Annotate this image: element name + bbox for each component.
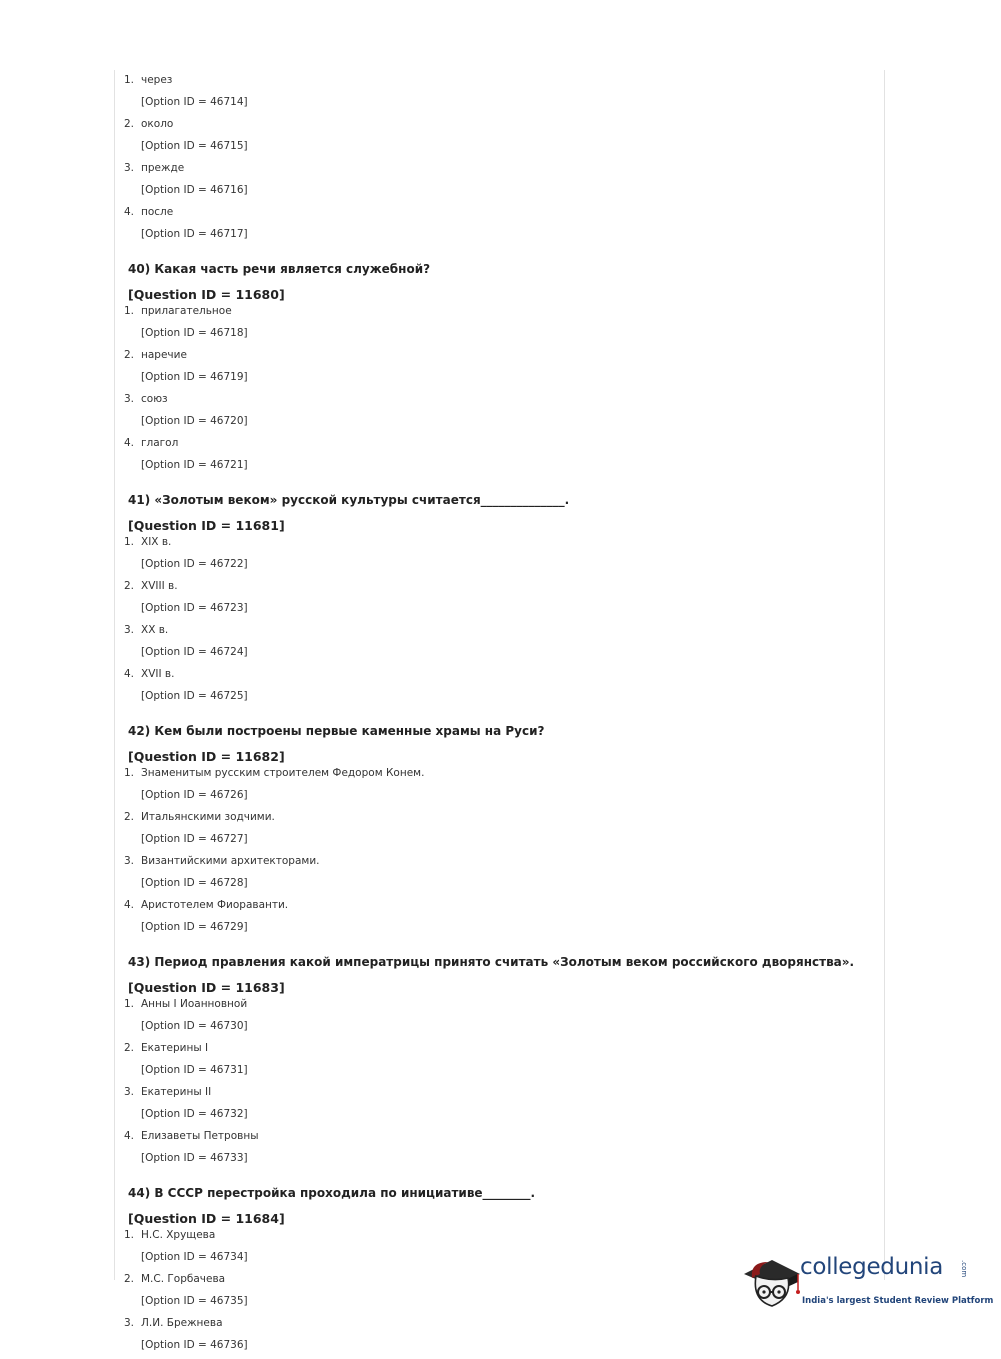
option-text: Итальянскими зодчими. [141, 811, 275, 823]
option-text: Л.И. Брежнева [141, 1317, 223, 1329]
option-text: союз [141, 393, 168, 405]
option-item [124, 1315, 874, 1331]
option-text: после [141, 206, 174, 218]
question-id: [Question ID = 11681] [128, 518, 285, 533]
option-number: 4. [124, 668, 135, 680]
option-item [124, 765, 874, 781]
option-text: XVII в. [141, 668, 175, 680]
question-id: [Question ID = 11682] [128, 749, 285, 764]
mascot-icon [742, 1252, 800, 1312]
option-id: [Option ID = 46717] [141, 228, 248, 240]
option-number: 2. [124, 811, 135, 823]
option-id: [Option ID = 46725] [141, 690, 248, 702]
option-id: [Option ID = 46731] [141, 1064, 248, 1076]
question-title: 41) «Золотым веком» русской культуры считается______________. [128, 493, 570, 507]
option-item [124, 853, 874, 869]
option-number: 2. [124, 118, 135, 130]
option-text: Аристотелем Фиораванти. [141, 899, 289, 911]
option-text: Елизаветы Петровны [141, 1130, 259, 1142]
question-id: [Question ID = 11680] [128, 287, 285, 302]
option-id: [Option ID = 46715] [141, 140, 248, 152]
option-number: 4. [124, 206, 135, 218]
option-number: 2. [124, 1042, 135, 1054]
option-id: [Option ID = 46723] [141, 602, 248, 614]
option-item [124, 391, 874, 407]
option-id: [Option ID = 46716] [141, 184, 248, 196]
option-number: 1. [124, 1229, 135, 1241]
option-number: 1. [124, 536, 135, 548]
option-number: 2. [124, 1273, 135, 1285]
option-text: XX в. [141, 624, 169, 636]
option-number: 3. [124, 1086, 135, 1098]
option-number: 1. [124, 767, 135, 779]
option-number: 4. [124, 1130, 135, 1142]
option-text: XVIII в. [141, 580, 178, 592]
option-item [124, 1227, 874, 1243]
option-item [124, 116, 874, 132]
option-item [124, 622, 874, 638]
option-item [124, 435, 874, 451]
option-item [124, 996, 874, 1012]
option-id: [Option ID = 46733] [141, 1152, 248, 1164]
option-id: [Option ID = 46720] [141, 415, 248, 427]
option-number: 3. [124, 624, 135, 636]
question-id: [Question ID = 11684] [128, 1211, 285, 1226]
option-item [124, 534, 874, 550]
option-item [124, 72, 874, 88]
question-block [124, 723, 874, 941]
option-id: [Option ID = 46732] [141, 1108, 248, 1120]
option-text: прежде [141, 162, 185, 174]
option-id: [Option ID = 46724] [141, 646, 248, 658]
option-text: наречие [141, 349, 187, 361]
option-text: Н.С. Хрущева [141, 1229, 216, 1241]
option-text: прилагательное [141, 305, 232, 317]
option-number: 2. [124, 580, 135, 592]
question-column [124, 72, 874, 1359]
left-margin-rule [114, 70, 115, 1280]
option-text: Знаменитым русским строителем Федором Конем. [141, 767, 425, 779]
collegedunia-logo [742, 1252, 994, 1312]
option-id: [Option ID = 46722] [141, 558, 248, 570]
option-id: [Option ID = 46729] [141, 921, 248, 933]
option-item [124, 578, 874, 594]
question-block [124, 954, 874, 1172]
option-number: 4. [124, 437, 135, 449]
option-item [124, 160, 874, 176]
option-item [124, 897, 874, 913]
question-title: 44) В СССР перестройка проходила по инициативе________. [128, 1186, 536, 1200]
option-text: Екатерины I [141, 1042, 209, 1054]
option-item [124, 1040, 874, 1056]
option-item [124, 1084, 874, 1100]
option-id: [Option ID = 46718] [141, 327, 248, 339]
option-item [124, 204, 874, 220]
question-block [124, 261, 874, 479]
option-number: 1. [124, 74, 135, 86]
option-item [124, 1128, 874, 1144]
option-text: около [141, 118, 174, 130]
option-number: 1. [124, 305, 135, 317]
option-text: глагол [141, 437, 179, 449]
option-text: Анны I Иоанновной [141, 998, 248, 1010]
option-id: [Option ID = 46728] [141, 877, 248, 889]
logo-tagline: India's largest Student Review Platform [802, 1296, 994, 1306]
option-id: [Option ID = 46726] [141, 789, 248, 801]
option-id: [Option ID = 46735] [141, 1295, 248, 1307]
option-text: XIX в. [141, 536, 172, 548]
option-id: [Option ID = 46721] [141, 459, 248, 471]
option-number: 1. [124, 998, 135, 1010]
option-id: [Option ID = 46734] [141, 1251, 248, 1263]
question-block [124, 492, 874, 710]
question-id: [Question ID = 11683] [128, 980, 285, 995]
logo-name: collegedunia [800, 1254, 944, 1280]
option-text: М.С. Горбачева [141, 1273, 226, 1285]
option-number: 3. [124, 855, 135, 867]
question-title: 43) Период правления какой императрицы принято считать «Золотым веком российского дворянства». [128, 955, 855, 969]
question-title: 42) Кем были построены первые каменные храмы на Руси? [128, 724, 545, 738]
right-margin-rule [884, 70, 885, 1280]
option-number: 3. [124, 393, 135, 405]
option-id: [Option ID = 46736] [141, 1339, 248, 1351]
option-number: 3. [124, 162, 135, 174]
option-text: Екатерины II [141, 1086, 212, 1098]
option-item [124, 809, 874, 825]
option-id: [Option ID = 46714] [141, 96, 248, 108]
option-item [124, 303, 874, 319]
option-number: 4. [124, 899, 135, 911]
option-id: [Option ID = 46727] [141, 833, 248, 845]
option-text: Византийскими архитекторами. [141, 855, 320, 867]
question-title: 40) Какая часть речи является служебной? [128, 262, 431, 276]
option-item [124, 347, 874, 363]
option-id: [Option ID = 46719] [141, 371, 248, 383]
option-id: [Option ID = 46730] [141, 1020, 248, 1032]
option-number: 3. [124, 1317, 135, 1329]
option-text: через [141, 74, 173, 86]
logo-domain-suffix: .com [960, 1260, 968, 1278]
option-number: 2. [124, 349, 135, 361]
option-item [124, 666, 874, 682]
